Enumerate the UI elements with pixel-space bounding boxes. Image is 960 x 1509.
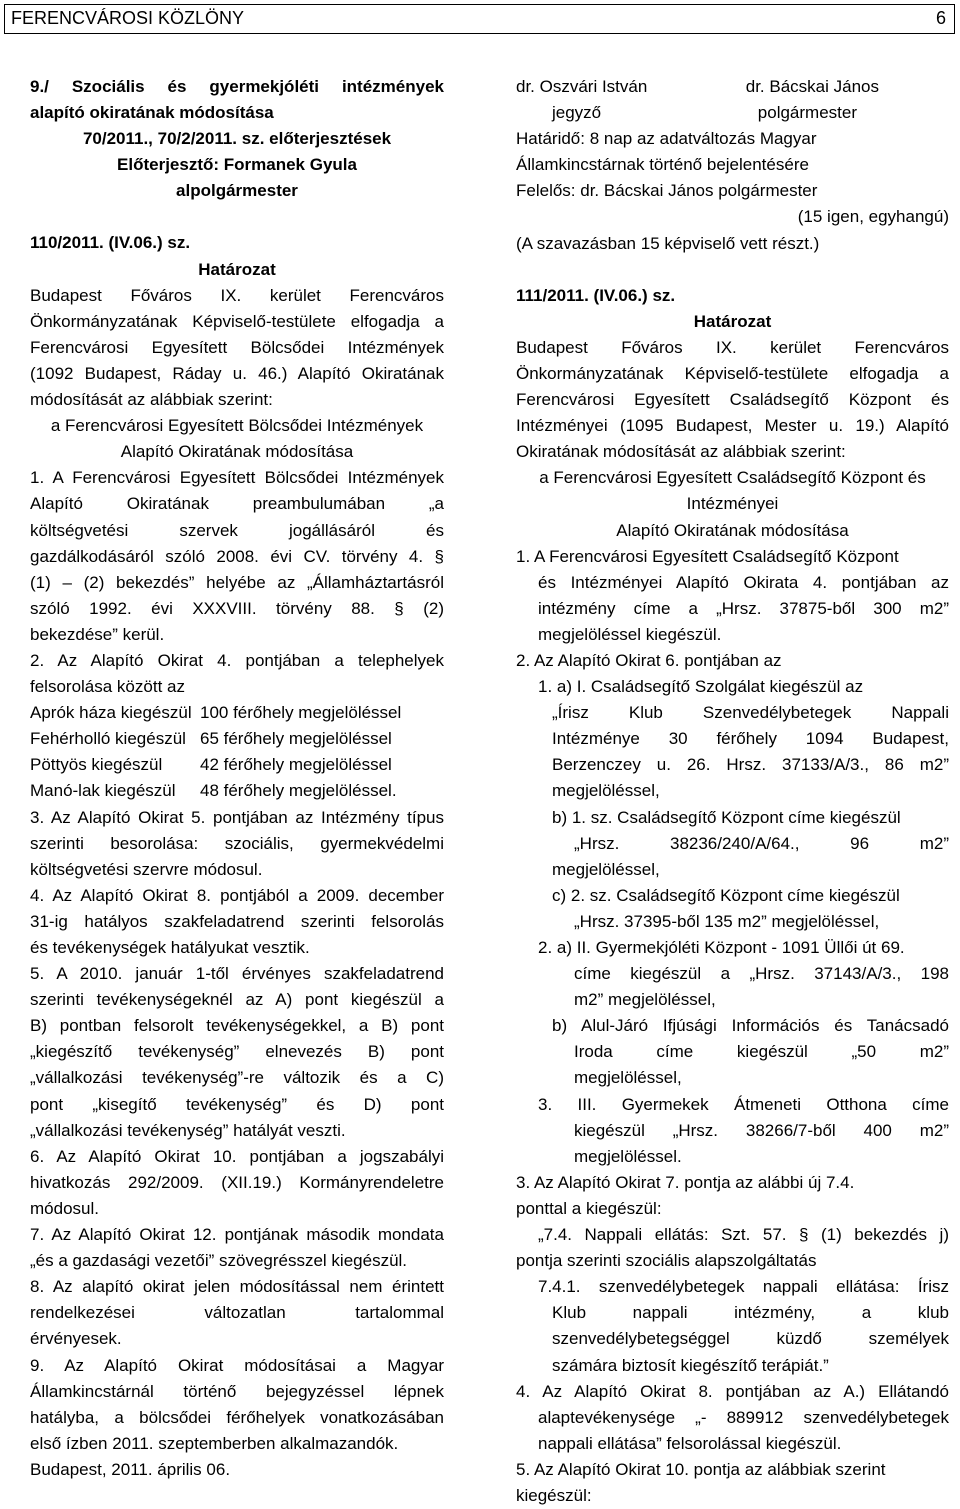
- body-line: Iroda címe kiegészül „50 m2”: [574, 1042, 949, 1062]
- body-line: 2. a) II. Gyermekjóléti Központ - 1091 Üllői út 69.: [538, 938, 905, 957]
- body-line: hivatkozás 292/2009. (XII.19.) Kormányrendeletre: [30, 1172, 444, 1192]
- heading-line: alapító okiratának módosítása: [30, 103, 274, 123]
- heading-line: 9./ Szociális és gyermekjóléti intézmények: [30, 77, 444, 96]
- body-line: 1. A Ferencvárosi Egyesített Családsegítő Központ: [516, 546, 899, 566]
- intro-line: Ferencvárosi Egyesített Családsegítő Központ és: [516, 390, 949, 410]
- body-line: ponttal a kiegészül:: [516, 1198, 662, 1218]
- date-line: Budapest, 2011. április 06.: [30, 1459, 231, 1479]
- intro-line: Önkormányzatának Képviselő-testülete elfogadja a: [30, 311, 444, 331]
- body-line: első ízben 2011. szeptemberben alkalmazandók.: [30, 1433, 399, 1453]
- amendment-subtitle: Alapító Okiratának módosítása: [616, 520, 849, 540]
- body-line: szóló 1992. évi XXXVIII. törvény 88. § (2): [30, 598, 444, 618]
- signatory-role: jegyző: [552, 103, 602, 123]
- body-line: megjelöléssel kiegészül.: [538, 624, 722, 644]
- body-line: 1. A Ferencvárosi Egyesített Bölcsődei Intézmények: [30, 468, 444, 488]
- body-line: 9. Az Alapító Okirat módosításai a Magyar: [30, 1355, 444, 1375]
- intro-line: Budapest Főváros IX. kerület Ferencváros: [30, 285, 444, 305]
- site-row: [30, 752, 444, 778]
- resolution-number: 110/2011. (IV.06.) sz.: [30, 233, 191, 253]
- body-line: 3. III. Gyermekek Átmeneti Otthona címe: [538, 1094, 949, 1114]
- intro-line: Okiratának módosítását az alábbiak szerint:: [516, 442, 846, 462]
- site-name: Manó-lak kiegészül: [30, 781, 176, 801]
- site-name: Pöttyös kiegészül: [30, 755, 163, 775]
- body-line: szenvedélybetegséggel küzdő személyek: [552, 1329, 949, 1349]
- left-column: [30, 74, 444, 1483]
- body-line: intézmény címe a „Hrsz. 37875-ből 300 m2”: [538, 598, 949, 618]
- body-line: m2” megjelöléssel,: [574, 990, 716, 1010]
- body-line: b) Alul-Járó Ifjúsági Információs és Tanácsadó: [552, 1016, 949, 1036]
- signatory-name: dr. Bácskai János: [745, 77, 879, 96]
- body-line: költségvetési szervek jogállásáról és: [30, 520, 444, 540]
- body-line: (1) – (2) bekezdés” helyébe az „Államháztartásról: [30, 572, 444, 592]
- page-header: [4, 4, 955, 34]
- responsible-line: Felelős: dr. Bácskai János polgármester: [516, 181, 818, 201]
- body-line: „vállalkozási tevékenység” hatályát veszti.: [30, 1120, 346, 1140]
- body-line: megjelöléssel.: [574, 1146, 682, 1166]
- site-capacity: 48 férőhely megjelöléssel.: [200, 781, 397, 801]
- body-line: számára biztosít kiegészítő terápiát.”: [552, 1355, 829, 1375]
- body-line: B) pontban felsorolt tevékenységekkel, a B) pont: [30, 1016, 444, 1036]
- body-line: kiegészül:: [516, 1485, 592, 1505]
- deadline-line: Államkincstárnak történő bejelentésére: [516, 155, 809, 175]
- right-column: [516, 74, 949, 1509]
- body-line: gazdálkodásáról szóló 2008. évi CV. törvény 4. §: [30, 546, 444, 566]
- agenda-heading: [30, 74, 444, 204]
- body-line: szerinti besorolása: szociális, gyermekvédelmi: [30, 833, 444, 853]
- body-line: pont „kisegítő tevékenység” és D) pont: [30, 1094, 444, 1114]
- body-line: „vállalkozási tevékenység”-re változik és a C): [30, 1068, 444, 1088]
- body-line: felsorolása között az: [30, 677, 185, 697]
- body-line: „kiegészítő tevékenység” elnevezés B) pont: [30, 1042, 444, 1062]
- body-line: érvényesek.: [30, 1329, 122, 1349]
- site-row: [30, 778, 444, 804]
- body-line: és Intézményei Alapító Okirata 4. pontjában az: [538, 572, 949, 592]
- body-line: és tevékenységek hatályukat vesztik.: [30, 938, 310, 957]
- heading-line: 70/2011., 70/2/2011. sz. előterjesztések: [82, 129, 392, 149]
- body-line: 4. Az Alapító Okirat 8. pontjában az A.) Ellátandó: [516, 1381, 949, 1401]
- heading-line: alpolgármester: [176, 181, 298, 201]
- resolution-label: Határozat: [693, 311, 772, 331]
- body-line: 1. a) I. Családsegítő Szolgálat kiegészül az: [538, 677, 864, 697]
- publication-title: FERENCVÁROSI KÖZLÖNY: [11, 8, 245, 28]
- intro-line: módosítását az alábbiak szerint:: [30, 390, 273, 410]
- intro-line: Ferencvárosi Egyesített Bölcsődei Intézmények: [30, 337, 444, 357]
- body-line: 2. Az Alapító Okirat 6. pontjában az: [516, 650, 782, 670]
- site-row: [30, 700, 444, 726]
- body-line: c) 2. sz. Családsegítő Központ címe kiegészül: [552, 885, 900, 905]
- body-line: 5. A 2010. január 1-től érvényes szakfeladatrend: [30, 964, 444, 984]
- signatory-role: polgármester: [757, 103, 857, 123]
- body-line: megjelöléssel,: [552, 781, 660, 801]
- intro-line: Intézményei (1095 Budapest, Mester u. 19.) Alapító: [516, 416, 949, 436]
- body-line: Intézménye 30 férőhely 1094 Budapest,: [552, 729, 949, 749]
- amendment-subtitle: a Ferencvárosi Egyesített Bölcsődei Intézmények: [50, 416, 424, 436]
- signatory-name: dr. Oszvári István: [516, 77, 648, 96]
- body-line: szerinti tevékenységeknél az A) pont kiegészül a: [30, 990, 444, 1010]
- body-line: rendelkezései változatlan tartalommal: [30, 1303, 444, 1323]
- body-line: 3. Az Alapító Okirat 7. pontja az alábbi új 7.4.: [516, 1172, 855, 1192]
- body-line: 4. Az Alapító Okirat 8. pontjából a 2009. december: [30, 885, 444, 905]
- body-line: pontja szerinti szociális alapszolgáltatás: [516, 1251, 817, 1271]
- body-line: „Hrsz. 37395-ből 135 m2” megjelöléssel,: [574, 911, 880, 931]
- site-name: Aprók háza kiegészül: [30, 703, 192, 723]
- body-line: „Írisz Klub Szenvedélybetegek Nappali: [552, 703, 949, 723]
- body-line: 2. Az Alapító Okirat 4. pontjában a telephelyek: [30, 650, 444, 670]
- signature-names: [516, 74, 949, 100]
- site-capacity: 100 férőhely megjelöléssel: [200, 703, 402, 723]
- deadline-line: Határidő: 8 nap az adatváltozás Magyar: [516, 129, 817, 149]
- site-row: [30, 726, 444, 752]
- body-line: 8. Az alapító okirat jelen módosítással nem érintett: [30, 1277, 444, 1297]
- amendment-subtitle: Intézményei: [686, 494, 779, 514]
- amendment-subtitle: a Ferencvárosi Egyesített Családsegítő Központ és: [539, 468, 926, 488]
- body-line: megjelöléssel,: [552, 859, 660, 879]
- body-line: Alapító Okiratának preambulumában „a: [30, 494, 444, 514]
- body-line: 7. Az Alapító Okirat 12. pontjának második mondata: [30, 1225, 444, 1245]
- signature-roles: [516, 100, 949, 126]
- body-line: 3. Az Alapító Okirat 5. pontjában az Intézmény típus: [30, 807, 444, 827]
- body-line: bekezdése” kerül.: [30, 624, 165, 644]
- body-line: „és a gazdasági vezetői” szövegrésszel kiegészül.: [30, 1251, 408, 1271]
- body-line: 31-ig hatályos szakfeladatrend szerinti felsorolás: [30, 911, 444, 931]
- intro-line: Budapest Főváros IX. kerület Ferencváros: [516, 337, 949, 357]
- resolution-number: 111/2011. (IV.06.) sz.: [516, 285, 676, 305]
- body-line: hatályba, a bölcsődei férőhelyek vonatkozásában: [30, 1407, 444, 1427]
- body-line: nappali ellátása” felsorolással kiegészül.: [538, 1433, 842, 1453]
- body-line: b) 1. sz. Családsegítő Központ címe kiegészül: [552, 807, 901, 827]
- resolution-label: Határozat: [198, 259, 276, 279]
- page-number: 6: [935, 8, 946, 28]
- body-line: kiegészül „Hrsz. 38266/7-ből 400 m2”: [574, 1120, 949, 1140]
- site-capacity: 65 férőhely megjelöléssel: [200, 729, 392, 749]
- body-line: „Hrsz. 38236/240/A/64., 96 m2”: [574, 833, 949, 853]
- body-line: 5. Az Alapító Okirat 10. pontja az alábbiak szerint: [516, 1459, 886, 1479]
- body-line: Klub nappali intézmény, a klub: [552, 1303, 949, 1323]
- body-line: alaptevékenysége „- 889912 szenvedélybetegek: [538, 1407, 949, 1427]
- body-line: költségvetési szervre módosul.: [30, 859, 263, 879]
- body-line: módosul.: [30, 1198, 99, 1218]
- vote-result: (15 igen, egyhangú): [797, 207, 949, 227]
- site-name: Fehérholló kiegészül: [30, 729, 186, 749]
- body-line: 7.4.1. szenvedélybetegek nappali ellátása: Írisz: [538, 1277, 949, 1297]
- body-line: címe kiegészül a „Hrsz. 37143/A/3., 198: [574, 964, 949, 984]
- intro-line: Önkormányzatának Képviselő-testülete elfogadja a: [516, 363, 949, 383]
- body-line: Berzenczey u. 26. Hrsz. 37133/A/3., 86 m2”: [552, 755, 949, 775]
- body-line: megjelöléssel,: [574, 1068, 682, 1088]
- intro-line: (1092 Budapest, Ráday u. 46.) Alapító Okiratának: [30, 363, 444, 383]
- body-line: „7.4. Nappali ellátás: Szt. 57. § (1) bekezdés j): [538, 1225, 949, 1245]
- vote-note: (A szavazásban 15 képviselő vett részt.): [516, 233, 820, 253]
- body-line: Államkincstárnál történő bejegyzéssel lépnek: [30, 1381, 444, 1401]
- body-line: 6. Az Alapító Okirat 10. pontjában a jogszabályi: [30, 1146, 444, 1166]
- heading-line: Előterjesztő: Formanek Gyula: [117, 155, 357, 175]
- amendment-subtitle: Alapító Okiratának módosítása: [120, 442, 354, 462]
- site-capacity: 42 férőhely megjelöléssel: [200, 755, 392, 775]
